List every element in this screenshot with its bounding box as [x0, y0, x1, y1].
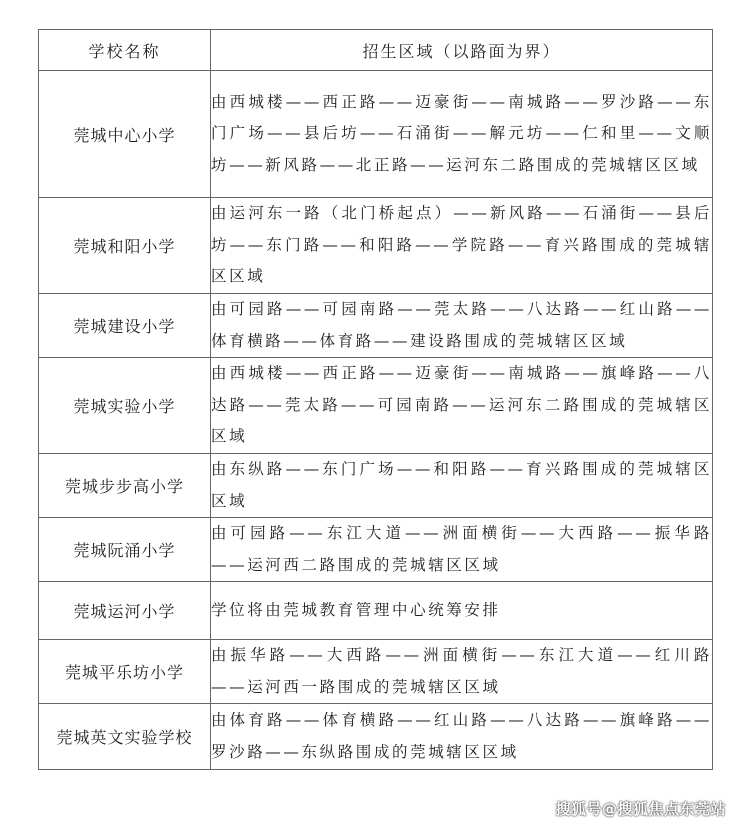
school-name: 莞城和阳小学	[39, 198, 211, 294]
school-name: 莞城阮涌小学	[39, 518, 211, 582]
header-row	[39, 30, 713, 71]
table-row	[39, 358, 713, 454]
table-row	[39, 518, 713, 582]
enrollment-zone-table	[38, 29, 713, 770]
zone-description: 由可园路——东江大道——洲面横街——大西路——振华路——运河西二路围成的莞城辖区区域	[211, 518, 713, 582]
table-row	[39, 198, 713, 294]
school-name: 莞城平乐坊小学	[39, 640, 211, 704]
school-name: 莞城英文实验学校	[39, 704, 211, 770]
zone-description: 由运河东一路（北门桥起点）——新风路——石涌街——县后坊——东门路——和阳路——学院路——育兴路围成的莞城辖区区域	[211, 198, 713, 294]
zone-description: 由西城楼——西正路——迈豪街——南城路——罗沙路——东门广场——县后坊——石涌街——解元坊——仁和里——文顺坊——新风路——北正路——运河东二路围成的莞城辖区区域	[211, 71, 713, 198]
header-enrollment-zone: 招生区域（以路面为界）	[211, 30, 713, 71]
zone-description: 由体育路——体育横路——红山路——八达路——旗峰路——罗沙路——东纵路围成的莞城辖区区域	[211, 704, 713, 770]
source-watermark: 搜狐号@搜狐焦点东莞站	[555, 800, 726, 818]
zone-description: 由东纵路——东门广场——和阳路——育兴路围成的莞城辖区区域	[211, 454, 713, 518]
school-name: 莞城运河小学	[39, 582, 211, 640]
header-school-name: 学校名称	[39, 30, 211, 71]
zone-description: 由振华路——大西路——洲面横街——东江大道——红川路——运河西一路围成的莞城辖区区域	[211, 640, 713, 704]
zone-description: 由可园路——可园南路——莞太路——八达路——红山路——体育横路——体育路——建设路围成的莞城辖区区域	[211, 294, 713, 358]
school-name: 莞城建设小学	[39, 294, 211, 358]
zone-description: 学位将由莞城教育管理中心统筹安排	[211, 582, 713, 640]
table-row	[39, 640, 713, 704]
school-name: 莞城中心小学	[39, 71, 211, 198]
table-row	[39, 71, 713, 198]
table-row	[39, 294, 713, 358]
school-name: 莞城实验小学	[39, 358, 211, 454]
school-name: 莞城步步高小学	[39, 454, 211, 518]
table-row	[39, 454, 713, 518]
table-row	[39, 582, 713, 640]
table-row	[39, 704, 713, 770]
zone-description: 由西城楼——西正路——迈豪街——南城路——旗峰路——八达路——莞太路——可园南路——运河东二路围成的莞城辖区区域	[211, 358, 713, 454]
